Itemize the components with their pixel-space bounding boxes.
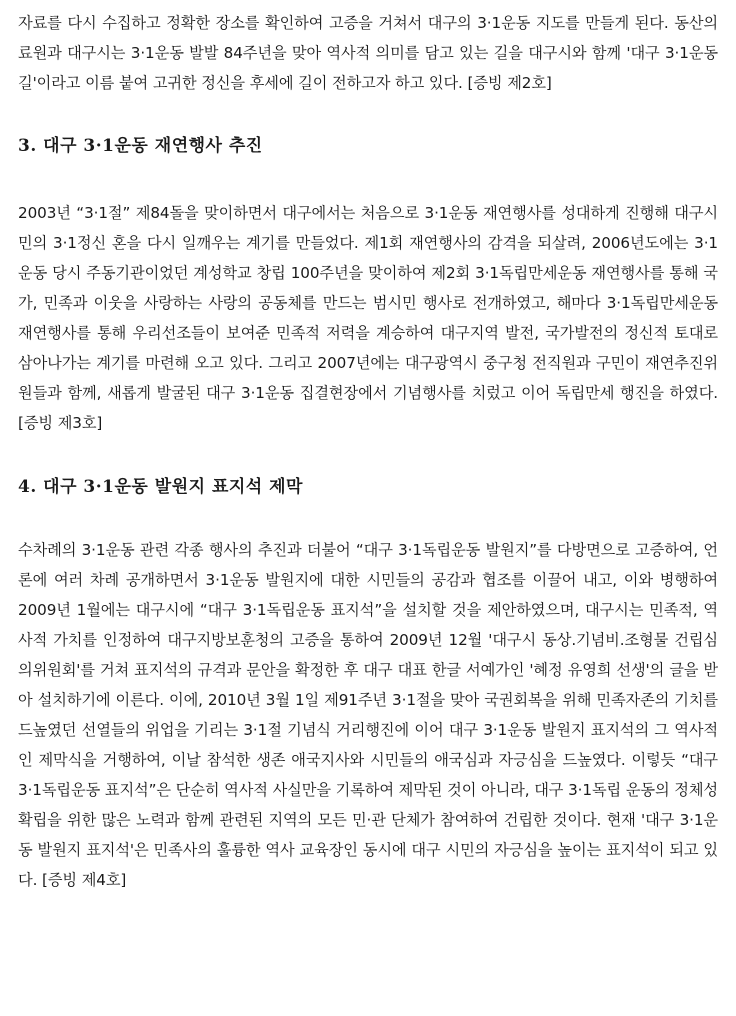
document-page	[18, 6, 718, 895]
intro-paragraph: 자료를 다시 수집하고 정확한 장소를 확인하여 고증을 거쳐서 대구의 3·1운동 지도를 만들게 된다. 동산의료원과 대구시는 3·1운동 발발 84주년을 맞아 역사적 의미를 담고 있는 길을 대구시와 함께 '대구 3·1운동길'이라고 이름 붙여 고귀한 정신을 후세에 길이 전하고자 하고 있다. [증빙 제2호]	[18, 14, 718, 92]
section-3-paragraph: 2003년 “3·1절” 제84돌을 맞이하면서 대구에서는 처음으로 3·1운동 재연행사를 성대하게 진행해 대구시민의 3·1정신 혼을 다시 일깨우는 계기를 만들었다. 제1회 재연행사의 감격을 되살려, 2006년도에는 3·1운동 당시 주동기관이었던 계성학교 창립 100주년을 맞이하여 제2회 3·1독립만세운동 재연행사를 통해 국가, 민족과 이웃을 사랑하는 사랑의 공동체를 만드는 범시민 행사로 전개하였고, 해마다 3·1독립만세운동 재연행사를 통해 우리선조들이 보여준 민족적 저력을 계승하여 대구지역 발전, 국가발전의 정신적 토대로 삼아나가는 계기를 마련해 오고 있다. 그리고 2007년에는 대구광역시 중구청 전직원과 구민이 재연추진위원들과 함께, 새롭게 발굴된 대구 3·1운동 집결현장에서 기념행사를 치렀고 이어 독립만세 행진을 하였다. [증빙 제3호]	[18, 204, 718, 432]
section-4-paragraph: 수차례의 3·1운동 관련 각종 행사의 추진과 더불어 “대구 3·1독립운동 발원지”를 다방면으로 고증하여, 언론에 여러 차례 공개하면서 3·1운동 발원지에 대한 시민들의 공감과 협조를 이끌어 내고, 이와 병행하여 2009년 1월에는 대구시에 “대구 3·1독립운동 표지석”을 설치할 것을 제안하였으며, 대구시는 민족적, 역사적 가치를 인정하여 대구지방보훈청의 고증을 통하여 2009년 12월 '대구시 동상.기념비.조형물 건립심의위원회'를 거쳐 표지석의 규격과 문안을 확정한 후 대구 대표 한글 서예가인 '혜정 유영희 선생'의 글을 받아 설치하기에 이른다. 이에, 2010년 3월 1일 제91주년 3·1절을 맞아 국권회복을 위해 민족자존의 기치를 드높였던 선열들의 위업을 기리는 3·1절 기념식 거리행진에 이어 대구 3·1운동 발원지 표지석의 그 역사적인 제막식을 거행하여, 이날 참석한 생존 애국지사와 시민들의 애국심과 자긍심을 드높였다. 이렇듯 “대구 3·1독립운동 표지석”은 단순히 역사적 사실만을 기록하여 제막된 것이 아니라, 대구 3·1독립 운동의 정체성 확립을 위한 많은 노력과 함께 관련된 지역의 모든 민·관 단체가 참여하여 건립한 것이다. 현재 '대구 3·1운동 발원지 표지석'은 민족사의 훌륭한 역사 교육장인 동시에 대구 시민의 자긍심을 높이는 표지석이 되고 있다. [증빙 제4호]	[18, 541, 718, 889]
section-3-heading: 3. 대구 3·1운동 재연행사 추진	[18, 136, 263, 156]
section-4-heading: 4. 대구 3·1운동 발원지 표지석 제막	[18, 477, 303, 497]
